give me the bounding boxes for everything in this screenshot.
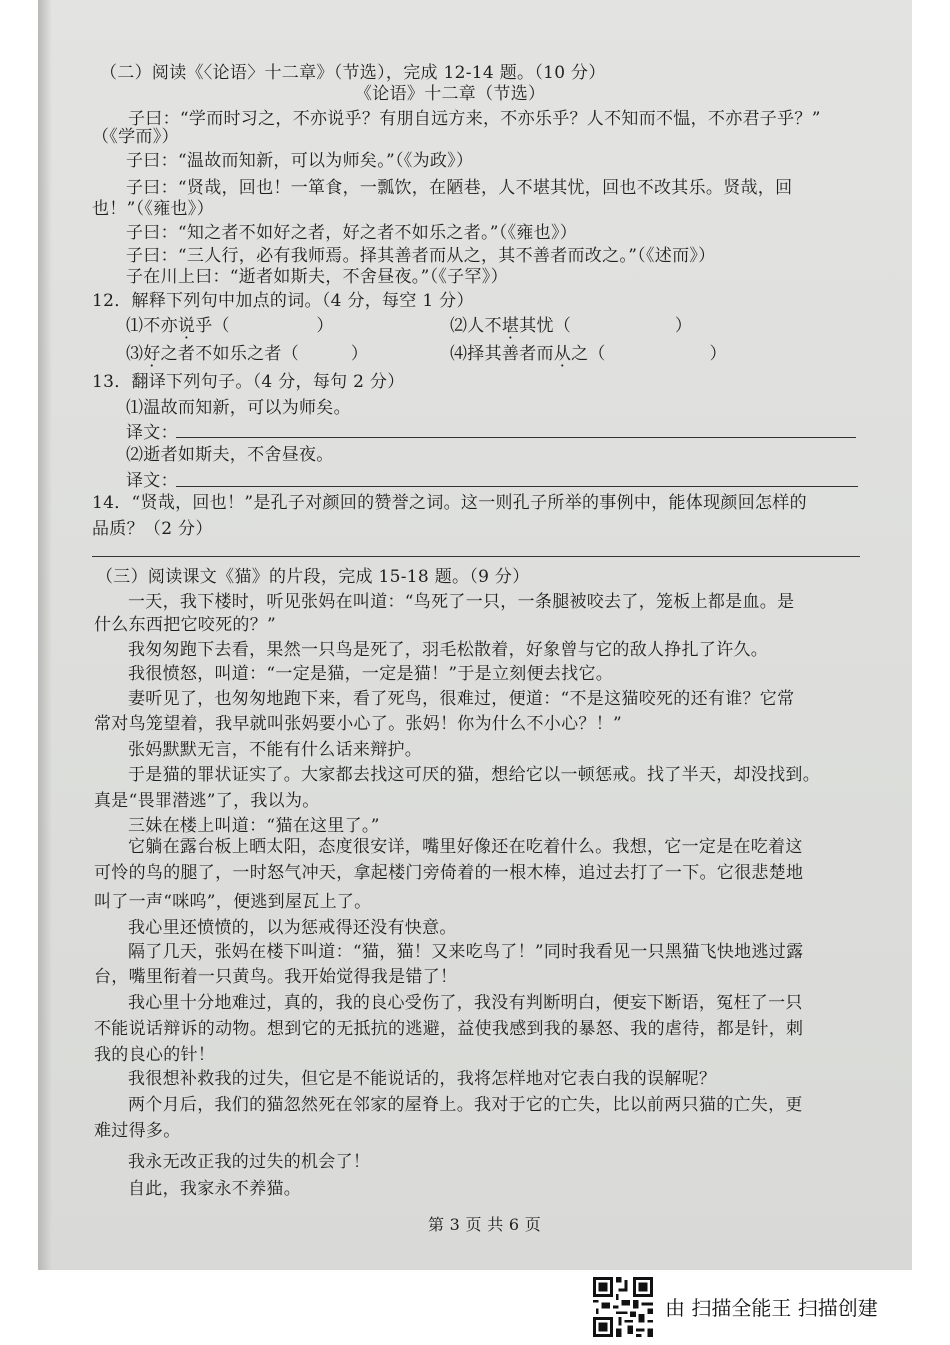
passage-title: 《论语》十二章（节选） xyxy=(355,84,546,104)
answer-line[interactable] xyxy=(176,437,856,438)
dotted-word: 从 xyxy=(553,344,572,364)
passage-line: 叫了一声“咪呜”，便逃到屋瓦上了。 xyxy=(94,892,372,912)
passage-line: 我心里十分地难过，真的，我的良心受伤了，我没有判断明白，便妄下断语，冤枉了一只 xyxy=(128,993,803,1013)
passage-line: 子曰：“学而时习之，不亦说乎？有朋自远方来，不亦乐乎？人不知而不愠，不亦君子乎？” xyxy=(128,109,821,129)
q13-sentence-1: ⑴温故而知新，可以为师矣。 xyxy=(126,398,351,418)
passage-line: 我的良心的针！ xyxy=(94,1045,216,1065)
passage-line: 三妹在楼上叫道：“猫在这里了。” xyxy=(128,816,380,836)
passage-line: 子曰：“知之者不如好之者，好之者不如乐之者。”（《雍也》） xyxy=(126,223,578,243)
passage-line: （《学而》） xyxy=(92,127,179,147)
passage-line: 两个月后，我们的猫忽然死在邻家的屋脊上。我对于它的亡失，比以前两只猫的亡失，更 xyxy=(128,1095,803,1115)
passage-line: 妻听见了，也匆匆地跑下来，看了死鸟，很难过，便道：“不是这猫咬死的还有谁？它常 xyxy=(128,689,795,709)
passage-line: 自此，我家永不养猫。 xyxy=(128,1179,301,1199)
q14-line-1: 14．“贤哉，回也！”是孔子对颜回的赞誉之词。这一则孔子所举的事例中，能体现颜回怎样的 xyxy=(92,493,807,513)
answer-line[interactable] xyxy=(92,556,860,557)
dotted-word: 堪 xyxy=(501,316,520,336)
passage-line: 隔了几天，张妈在楼下叫道：“猫，猫！又来吃鸟了！”同时我看见一只黑猫飞快地逃过露 xyxy=(128,942,804,962)
passage-line: 我心里还愤愤的，以为惩戒得还没有快意。 xyxy=(128,918,457,938)
passage-line: 它躺在露台板上晒太阳，态度很安详，嘴里好像还在吃着什么。我想，它一定是在吃着这 xyxy=(128,837,803,857)
passage-line: 子曰：“三人行，必有我师焉。择其善者而从之，其不善者而改之。”（《述而》） xyxy=(126,246,716,266)
section2-heading: （二）阅读《〈论语〉十二章》（节选），完成 12-14 题。（10 分） xyxy=(100,63,606,83)
passage-line: 子曰：“温故而知新，可以为师矣。”（《为政》） xyxy=(126,151,474,171)
passage-line: 于是猫的罪状证实了。大家都去找这可厌的猫，想给它以一顿惩戒。找了半天，却没找到。 xyxy=(128,765,820,785)
q13-answer-label-2: 译文： xyxy=(126,471,178,491)
dotted-word: 好 xyxy=(143,344,161,364)
passage-line: 也！”（《雍也》） xyxy=(92,199,214,219)
passage-line: 什么东西把它咬死的？” xyxy=(94,615,276,635)
dotted-word: 说 xyxy=(177,316,196,336)
passage-line: 我匆匆跑下去看，果然一只鸟是死了，羽毛松散着，好象曾与它的敌人挣扎了许久。 xyxy=(128,640,769,660)
page-number: 第 3 页 共 6 页 xyxy=(428,1215,542,1234)
passage-line: 不能说话辩诉的动物。想到它的无抵抗的逃避，益使我感到我的暴怒、我的虐待，都是针，刺 xyxy=(94,1019,804,1039)
passage-line: 子曰：“贤哉，回也！一箪食，一瓢饮，在陋巷，人不堪其忧，回也不改其乐。贤哉，回 xyxy=(126,178,793,198)
scanner-watermark: 由 扫描全能王 扫描创建 xyxy=(665,1296,878,1320)
passage-line: 难过得多。 xyxy=(94,1121,181,1141)
q13-stem: 13．翻译下列句子。（4 分，每句 2 分） xyxy=(92,372,405,392)
q12-stem: 12．解释下列句中加点的词。（4 分，每空 1 分） xyxy=(92,291,474,311)
passage-line: 台，嘴里衔着一只黄鸟。我开始觉得我是错了！ xyxy=(94,967,458,987)
passage-line: 我很想补救我的过失，但它是不能说话的，我将怎样地对它表白我的误解呢？ xyxy=(128,1069,717,1089)
answer-line[interactable] xyxy=(176,486,858,487)
passage-line: 子在川上曰：“逝者如斯夫，不舍昼夜。”（《子罕》） xyxy=(126,267,508,287)
passage-line: 一天，我下楼时，听见张妈在叫道：“鸟死了一只，一条腿被咬去了，笼板上都是血。是 xyxy=(128,592,795,612)
passage-line: 张妈默默无言，不能有什么话来辩护。 xyxy=(128,740,423,760)
q13-answer-label-1: 译文： xyxy=(126,423,178,443)
section3-heading: （三）阅读课文《猫》的片段，完成 15-18 题。（9 分） xyxy=(96,567,530,587)
q14-line-2: 品质？（2 分） xyxy=(92,519,213,539)
q12-item-4: ⑷择其善者而从之（ ） xyxy=(450,344,727,364)
passage-line: 我很愤怒，叫道：“一定是猫，一定是猫！”于是立刻便去找它。 xyxy=(128,664,614,684)
q12-item-2: ⑵人不堪其忧（ ） xyxy=(450,316,693,336)
passage-line: 真是“畏罪潜逃”了，我以为。 xyxy=(94,791,320,811)
q13-sentence-2: ⑵逝者如斯夫，不舍昼夜。 xyxy=(126,445,334,465)
qr-code-icon xyxy=(593,1277,653,1337)
passage-line: 可怜的鸟的腿了，一时怒气冲天，拿起楼门旁倚着的一根木棒，追过去打了一下。它很悲楚地 xyxy=(94,863,804,883)
passage-line: 我永无改正我的过失的机会了！ xyxy=(128,1152,371,1172)
q12-item-3: ⑶好之者不如乐之者（ ） xyxy=(126,344,369,364)
q12-item-1: ⑴不亦说乎（ ） xyxy=(126,316,334,336)
passage-line: 常对鸟笼望着，我早就叫张妈要小心了。张妈！你为什么不小心？！” xyxy=(94,714,622,734)
